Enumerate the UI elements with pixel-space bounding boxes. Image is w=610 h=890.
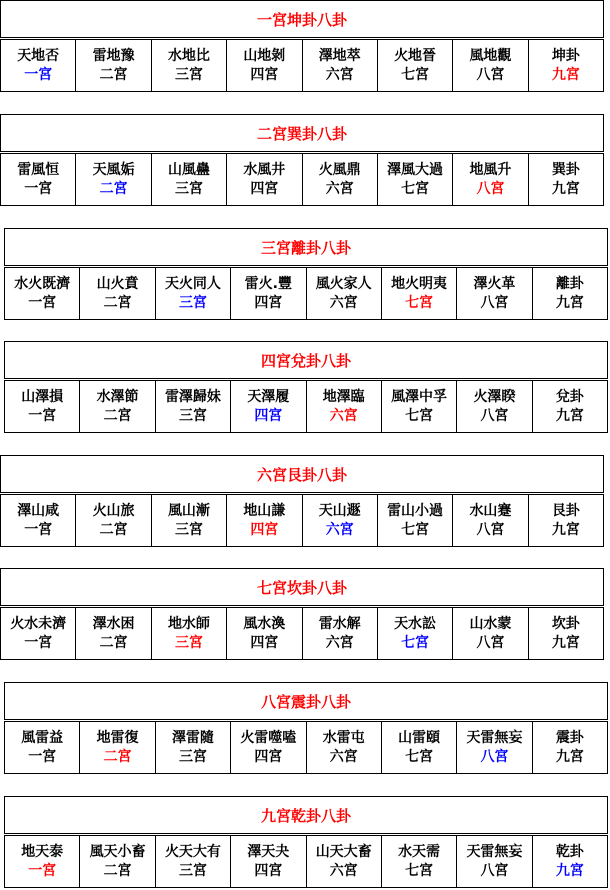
palace-label: 四宮: [254, 748, 283, 765]
hexagram-name: 澤地萃: [318, 47, 361, 64]
hexagram-cell: [378, 39, 453, 91]
palace-label: 八宮: [480, 407, 509, 424]
hexagram-name: 水雷屯: [322, 729, 365, 746]
palace-label: 九宮: [551, 66, 580, 83]
palace-label: 三宮: [178, 862, 207, 879]
hexagram-name: 坤卦: [551, 47, 580, 64]
palace-label: 七宮: [401, 180, 430, 197]
hexagram-name: 天山遯: [318, 502, 361, 519]
hexagram-cell: [457, 267, 532, 319]
palace-label: 一宮: [28, 407, 57, 424]
hexagram-name: 風地觀: [469, 47, 512, 64]
hexagram-name: 地風升: [469, 161, 512, 178]
hexagram-name: 火水未濟: [10, 615, 67, 632]
hexagram-name: 天雷無妄: [466, 843, 523, 860]
hexagram-name: 澤天夬: [247, 843, 290, 860]
hexagram-name: 乾卦: [555, 843, 584, 860]
hexagram-name: 風澤中孚: [391, 388, 448, 405]
hexagram-name: 震卦: [555, 729, 584, 746]
hexagram-cell: [152, 39, 227, 91]
hexagram-name: 風天小畜: [89, 843, 146, 860]
hexagram-row: [4, 267, 608, 320]
palace-label: 二宮: [99, 634, 128, 651]
palace-section: [0, 455, 604, 547]
hexagram-name: 山水蒙: [469, 615, 512, 632]
hexagram-name: 地火明夷: [391, 275, 448, 292]
hexagram-name: 巽卦: [551, 161, 580, 178]
hexagram-cell: [529, 39, 604, 91]
hexagram-name: 天水訟: [394, 615, 437, 632]
hexagram-cell: [453, 153, 528, 205]
hexagram-name: 澤水困: [92, 615, 135, 632]
hexagram-cell: [156, 267, 231, 319]
palace-label: 四宮: [254, 407, 283, 424]
hexagram-name: 風山漸: [167, 502, 210, 519]
hexagram-cell: [303, 153, 378, 205]
hexagram-name: 地水師: [167, 615, 210, 632]
hexagram-name: 山地剝: [243, 47, 286, 64]
hexagram-name: 火地晉: [394, 47, 437, 64]
palace-label: 八宮: [476, 180, 505, 197]
palace-label: 九宮: [555, 862, 584, 879]
palace-label: 二宮: [103, 862, 132, 879]
palace-label: 七宮: [401, 521, 430, 538]
palace-label: 七宮: [405, 407, 434, 424]
hexagram-row: [0, 494, 604, 547]
palace-label: 六宮: [325, 180, 354, 197]
hexagram-cell: [303, 39, 378, 91]
hexagram-name: 澤火革: [473, 275, 516, 292]
palace-label: 六宮: [325, 521, 354, 538]
palace-label: 六宮: [329, 748, 358, 765]
hexagram-cell: [80, 721, 155, 773]
palace-label: 九宮: [551, 634, 580, 651]
palace-label: 八宮: [480, 748, 509, 765]
hexagram-name: 天地否: [17, 47, 60, 64]
hexagram-name: 火風鼎: [318, 161, 361, 178]
hexagram-cell: [231, 721, 306, 773]
hexagram-cell: [152, 494, 227, 546]
palace-label: 一宮: [28, 748, 57, 765]
hexagram-cell: [5, 267, 80, 319]
palace-label: 四宮: [250, 634, 279, 651]
hexagram-name: 風水渙: [243, 615, 286, 632]
palace-label: 一宮: [28, 294, 57, 311]
hexagram-name: 水火既濟: [14, 275, 71, 292]
palace-label: 一宮: [24, 521, 53, 538]
palace-label: 二宮: [103, 748, 132, 765]
hexagram-name: 火澤睽: [473, 388, 516, 405]
hexagram-cell: [231, 380, 306, 432]
hexagram-row: [4, 835, 608, 888]
hexagram-cell: [533, 380, 608, 432]
hexagram-name: 天澤履: [247, 388, 290, 405]
hexagram-cell: [5, 380, 80, 432]
hexagram-cell: [227, 607, 302, 659]
palace-label: 一宮: [28, 862, 57, 879]
hexagram-name: 山天大畜: [315, 843, 372, 860]
hexagram-cell: [382, 835, 457, 887]
palace-label: 三宮: [174, 521, 203, 538]
hexagram-cell: [307, 835, 382, 887]
palace-label: 一宮: [24, 66, 53, 83]
palace-label: 六宮: [325, 634, 354, 651]
hexagram-name: 水山蹇: [469, 502, 512, 519]
hexagram-row: [0, 153, 604, 206]
hexagram-row: [4, 721, 608, 774]
palace-label: 六宮: [329, 294, 358, 311]
palace-label: 七宮: [405, 294, 434, 311]
hexagram-cell: [303, 494, 378, 546]
hexagram-name: 山雷頤: [398, 729, 441, 746]
hexagram-name: 山澤損: [21, 388, 64, 405]
palace-label: 三宮: [178, 294, 207, 311]
hexagram-cell: [5, 835, 80, 887]
palace-label: 三宮: [174, 66, 203, 83]
hexagram-cell: [80, 380, 155, 432]
hexagram-name: 火雷噬嗑: [240, 729, 297, 746]
hexagram-name: 雷風恒: [17, 161, 60, 178]
hexagram-cell: [1, 494, 76, 546]
palace-label: 六宮: [325, 66, 354, 83]
palace-label: 四宮: [254, 294, 283, 311]
hexagram-name: 火天大有: [164, 843, 221, 860]
palace-label: 四宮: [254, 862, 283, 879]
hexagram-row: [0, 39, 604, 92]
hexagram-name: 地山謙: [243, 502, 286, 519]
hexagram-name: 澤風大過: [387, 161, 444, 178]
palace-section: [4, 682, 608, 774]
hexagram-name: 水澤節: [96, 388, 139, 405]
palace-section: [0, 568, 604, 660]
hexagram-cell: [227, 39, 302, 91]
hexagram-cell: [231, 835, 306, 887]
palace-label: 四宮: [250, 180, 279, 197]
palace-label: 七宮: [401, 66, 430, 83]
hexagram-name: 澤山咸: [17, 502, 60, 519]
palace-label: 一宮: [24, 634, 53, 651]
hexagram-row: [0, 607, 604, 660]
section-title: 六宮艮卦八卦: [0, 455, 604, 493]
palace-label: 八宮: [476, 66, 505, 83]
hexagram-name: 雷地豫: [92, 47, 135, 64]
hexagram-cell: [231, 267, 306, 319]
hexagram-name: 雷火.豐: [244, 275, 292, 292]
hexagram-name: 水地比: [167, 47, 210, 64]
hexagram-name: 地天泰: [21, 843, 64, 860]
hexagram-name: 雷澤歸妹: [164, 388, 221, 405]
palace-label: 三宮: [174, 180, 203, 197]
palace-label: 四宮: [250, 66, 279, 83]
hexagram-cell: [382, 380, 457, 432]
section-title: 八宮震卦八卦: [4, 682, 608, 720]
hexagram-cell: [533, 721, 608, 773]
palace-label: 二宮: [103, 294, 132, 311]
palace-label: 六宮: [329, 407, 358, 424]
hexagram-cell: [457, 380, 532, 432]
hexagram-row: [4, 380, 608, 433]
hexagram-cell: [453, 39, 528, 91]
section-title: 二宮巽卦八卦: [0, 114, 604, 152]
palace-section: [4, 341, 608, 433]
palace-label: 二宮: [99, 180, 128, 197]
hexagram-name: 坎卦: [551, 615, 580, 632]
palace-label: 九宮: [555, 294, 584, 311]
hexagram-name: 雷水解: [318, 615, 361, 632]
hexagram-cell: [227, 153, 302, 205]
section-title: 三宮離卦八卦: [4, 228, 608, 266]
hexagram-cell: [156, 835, 231, 887]
hexagram-cell: [76, 494, 151, 546]
palace-label: 九宮: [555, 407, 584, 424]
hexagram-cell: [382, 721, 457, 773]
hexagram-cell: [529, 153, 604, 205]
hexagram-cell: [307, 380, 382, 432]
palace-label: 二宮: [99, 521, 128, 538]
hexagram-name: 天風姤: [92, 161, 135, 178]
section-title: 一宮坤卦八卦: [0, 0, 604, 38]
palace-section: [0, 0, 604, 92]
palace-label: 八宮: [480, 294, 509, 311]
hexagram-cell: [156, 380, 231, 432]
hexagram-name: 地雷復: [96, 729, 139, 746]
palace-label: 一宮: [24, 180, 53, 197]
hexagram-cell: [76, 607, 151, 659]
palace-label: 八宮: [476, 634, 505, 651]
palace-label: 四宮: [250, 521, 279, 538]
palace-label: 八宮: [476, 521, 505, 538]
hexagram-cell: [1, 39, 76, 91]
hexagram-cell: [378, 153, 453, 205]
hexagram-cell: [227, 494, 302, 546]
hexagram-name: 火山旅: [92, 502, 135, 519]
palace-label: 九宮: [555, 748, 584, 765]
hexagram-name: 天雷無妄: [466, 729, 523, 746]
hexagram-cell: [152, 153, 227, 205]
hexagram-name: 澤雷隨: [171, 729, 214, 746]
palace-section: [4, 228, 608, 320]
section-title: 四宮兌卦八卦: [4, 341, 608, 379]
hexagram-cell: [1, 153, 76, 205]
hexagram-name: 水天需: [398, 843, 441, 860]
hexagram-cell: [80, 835, 155, 887]
hexagram-cell: [76, 153, 151, 205]
hexagram-cell: [529, 607, 604, 659]
hexagram-cell: [303, 607, 378, 659]
palace-section: [0, 114, 604, 206]
hexagram-cell: [80, 267, 155, 319]
hexagram-name: 風雷益: [21, 729, 64, 746]
hexagram-name: 山風蠱: [167, 161, 210, 178]
section-title: 七宮坎卦八卦: [0, 568, 604, 606]
hexagram-cell: [307, 721, 382, 773]
hexagram-cell: [382, 267, 457, 319]
palace-label: 六宮: [329, 862, 358, 879]
palace-section: [4, 796, 608, 888]
section-title: 九宮乾卦八卦: [4, 796, 608, 834]
hexagram-cell: [156, 721, 231, 773]
hexagram-name: 地澤臨: [322, 388, 365, 405]
palace-label: 三宮: [178, 407, 207, 424]
hexagram-cell: [453, 607, 528, 659]
hexagram-cell: [453, 494, 528, 546]
palace-label: 七宮: [405, 862, 434, 879]
hexagram-cell: [5, 721, 80, 773]
hexagram-cell: [307, 267, 382, 319]
hexagram-cell: [378, 607, 453, 659]
palace-label: 三宮: [174, 634, 203, 651]
hexagram-cell: [533, 267, 608, 319]
hexagram-cell: [76, 39, 151, 91]
palace-label: 八宮: [480, 862, 509, 879]
hexagram-cell: [457, 835, 532, 887]
palace-label: 三宮: [178, 748, 207, 765]
hexagram-name: 兌卦: [555, 388, 584, 405]
hexagram-name: 雷山小過: [387, 502, 444, 519]
hexagram-name: 天火同人: [164, 275, 221, 292]
hexagram-cell: [378, 494, 453, 546]
palace-label: 九宮: [551, 521, 580, 538]
hexagram-name: 山火賁: [96, 275, 139, 292]
hexagram-name: 水風井: [243, 161, 286, 178]
hexagram-cell: [152, 607, 227, 659]
hexagram-name: 艮卦: [551, 502, 580, 519]
hexagram-cell: [457, 721, 532, 773]
palace-label: 二宮: [99, 66, 128, 83]
palace-label: 二宮: [103, 407, 132, 424]
hexagram-name: 風火家人: [315, 275, 372, 292]
hexagram-cell: [1, 607, 76, 659]
hexagram-cell: [533, 835, 608, 887]
palace-label: 七宮: [405, 748, 434, 765]
palace-label: 七宮: [401, 634, 430, 651]
hexagram-cell: [529, 494, 604, 546]
palace-label: 九宮: [551, 180, 580, 197]
hexagram-name: 離卦: [555, 275, 584, 292]
